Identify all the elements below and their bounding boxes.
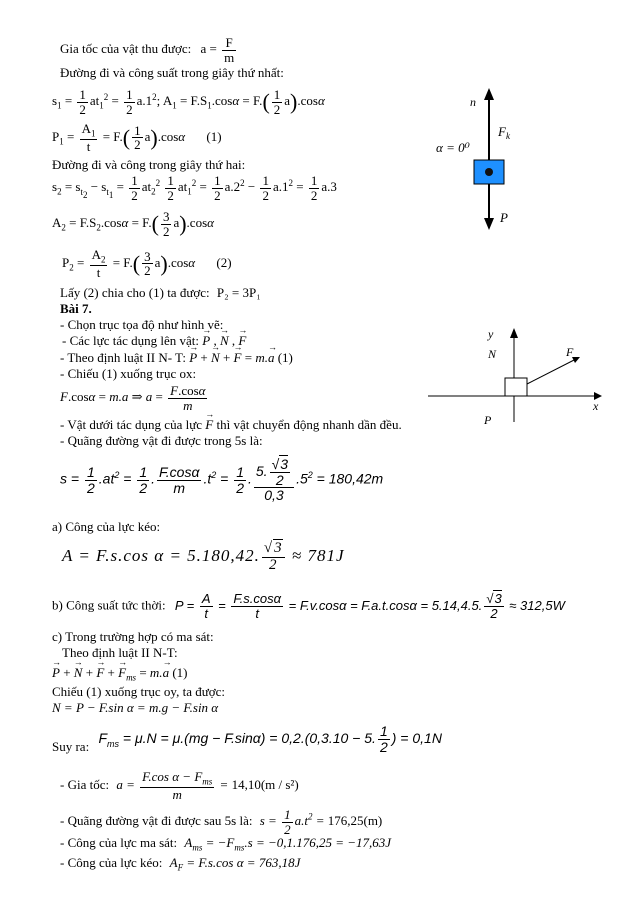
normal-label: n <box>470 95 476 109</box>
eq-p1: $P_1$ = $\frac{A_1}{t}$ = F.( $\frac{1}{2}$ a).cosα (1) <box>52 121 222 155</box>
eq-s1: $s_1$ = $\frac{1}{2}$ $at_1^2$ = $\frac{1}{2}$ $a.1^2$; $A_1 = F.S_1.\cos\alpha = F$.( $\frac{1}{2}$ a).cosα <box>52 87 325 117</box>
eq-a2: $A_2 = F.S_2.\cos\alpha = F$.( $\frac{3}{2}$ a).cosα <box>52 209 214 239</box>
line-c2: Theo định luật II N-T: <box>62 645 178 660</box>
x-axis-label: x <box>593 399 599 413</box>
force-label: F <box>566 345 574 359</box>
line-c3: Chiếu (1) xuống trục oy, ta được: <box>52 684 226 699</box>
alpha-label: α = 0⁰ <box>436 140 470 155</box>
line-b6: - Quãng đường vật đi được trong 5s là: <box>60 433 263 448</box>
line-b4: - Chiếu (1) xuống trục ox: <box>60 366 197 381</box>
line-b5: - Vật dưới tác dụng của lực → F thì vật chuyển động nhanh dần đều. <box>60 418 402 431</box>
line-c7: - Công của lực ma sát: $A_{ms} = -F_{ms}.s = -0,1.176,25 = -17,63J$ <box>60 835 392 853</box>
line-b2: - Các lực tác dụng lên vật: → P , → N , → F <box>62 334 246 347</box>
line-heading-2: Đường đi và công trong giây thứ hai: <box>52 157 246 172</box>
weight-label: P <box>500 210 508 225</box>
line-ratio: Lấy (2) chia cho (1) ta được: P₂ = 3P₁ <box>60 285 261 300</box>
eq-s2: $s_2 = s_{t_2} - s_{t_1}$ = $\frac{1}{2}$ $at_2^2$ $\frac{1}{2}$ $at_1^2$ = $\frac{1}{2}$ $a.2^2$ − $\frac{1}{2}$ $a.1^2$ = $\frac{1}{2}$ a.3 <box>52 173 337 203</box>
problem-title: Bài 7. <box>60 301 92 316</box>
line-c5: - Gia tốc: a = $\frac{F.\cos \alpha - F_{ms}}{m}$ = 14,10(m / s²) <box>60 769 299 803</box>
pull-force-label: $F_k$ <box>498 124 510 141</box>
line-b: b) Công suất tức thời: P = $\frac{A}{t}$ = $\frac{F.s.\cos\alpha}{t}$ = F.v.cosα = F.a.t.cosα = 5.14,4.5. $\frac{√3}{2}$ ≈ 312,5W <box>52 591 565 621</box>
line-c1: c) Trong trường hợp có ma sát: <box>52 629 214 644</box>
line-heading-1: Đường đi và công suất trong giây thứ nhất: <box>60 65 284 80</box>
line-accel: Gia tốc của vật thu được: a = $\frac{F}{m}$ <box>60 35 235 65</box>
weight-label-2: P <box>484 413 492 427</box>
line-b3: - Theo định luật II N- T: → P + → N + → F = m.→ a (1) <box>60 351 293 364</box>
line-a: a) Công của lực kéo: <box>52 519 161 534</box>
normal-force-label: N <box>488 347 497 361</box>
eq-work: A = F.s.cos α = 5.180,42. $\frac{√3}{2}$ ≈ 781J <box>62 540 345 573</box>
line-c4: Suy ra: $F_{ms} = \mu.N = \mu.(mg - F.\sin\alpha) = 0,2.(0,3.10 - 5$. $\frac{1}{2}$ ) = 0,1N <box>52 723 442 755</box>
eq-newton-c: → P + → N + → F + → $F_{ms} = m.\to a$ (1) <box>52 666 187 683</box>
eq-ox: F.cosα = m.a ⇒ a = $\frac{F.\cos\alpha}{m}$ <box>60 383 206 413</box>
y-axis-label: y <box>488 327 494 341</box>
line-c6: - Quãng đường vật đi được sau 5s là: s = $\frac{1}{2}$ $a.t^2 = 176,25(m)$ <box>60 807 383 837</box>
eq-normal: N = P − F.sin α = m.g − F.sin α <box>52 700 219 715</box>
line-c8: - Công của lực kéo: $A_F = F.s.\cos$ α = 763,18J <box>60 855 301 873</box>
eq-p2: $P_2$ = $\frac{A_2}{t}$ = F.( $\frac{3}{2}$ a).cosα (2) <box>62 247 232 281</box>
eq-distance: s = $\frac{1}{2}$ $.at^2$ = $\frac{1}{2}$ . $\frac{F.\cos\alpha}{m}$ $.t^2$ = $\frac{1}{2}$ . 5. $\frac{√3}{2}$ 0,3 $.5^2 = 180,42m$ <box>60 456 384 504</box>
force-diagram-1 <box>420 84 570 244</box>
line-b1: - Chọn trục tọa độ như hình vẽ: <box>60 317 224 332</box>
force-diagram-2 <box>428 326 608 430</box>
